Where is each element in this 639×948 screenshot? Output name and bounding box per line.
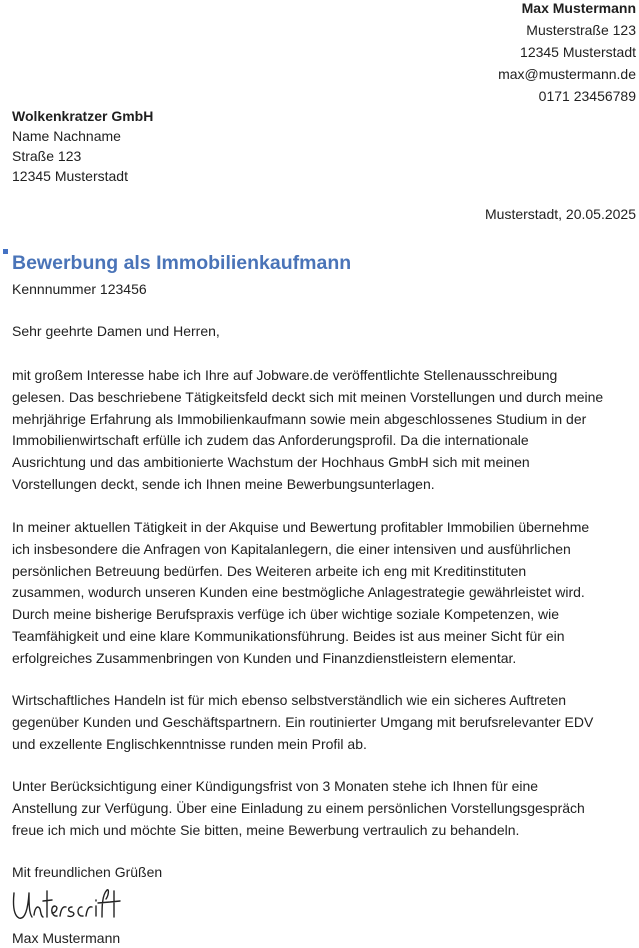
- paragraph-line: Teamfähigkeit und eine klare Kommunikationsführung. Beides ist aus meiner Sicht für ein: [12, 627, 565, 644]
- paragraph-line: und exzellente Englischkenntnisse runden mein Profil ab.: [12, 735, 367, 752]
- paragraph-line: Unter Berücksichtigung einer Kündigungsfrist von 3 Monaten stehe ich Ihnen für eine: [12, 778, 539, 794]
- paragraph-line: gelesen. Das beschriebene Tätigkeitsfeld deckt sich mit meinen Vorstellungen und durch meine: [12, 388, 604, 405]
- heading-marker: [3, 249, 8, 254]
- paragraph-line: Durch meine bisherige Berufspraxis verfüge ich über wichtige soziale Kompetenzen, wie: [12, 606, 560, 623]
- signature-name: Max Mustermann: [12, 930, 121, 946]
- letter-date: Musterstadt, 20.05.2025: [485, 206, 636, 222]
- paragraph-line: erfolgreiches Zusammenbringen von Kunden und Finanzdienstleistern elementar.: [12, 649, 517, 666]
- sender-city: 12345 Musterstadt: [520, 44, 636, 60]
- reference-number: Kennnummer 123456: [12, 281, 147, 297]
- recipient-company: Wolkenkratzer GmbH: [12, 108, 154, 124]
- sender-email: max@mustermann.de: [498, 66, 636, 82]
- body-paragraph: [12, 690, 637, 755]
- paragraph-line: Ausrichtung und das ambitionierte Wachstum der Hochhaus GmbH sich mit meinen: [12, 454, 530, 471]
- paragraph-line: In meiner aktuellen Tätigkeit in der Akquise und Bewertung profitabler Immobilien übernehme: [12, 519, 590, 535]
- paragraph-line: Vorstellungen deckt, sende ich Ihnen meine Bewerbungsunterlagen.: [12, 475, 435, 492]
- salutation: Sehr geehrte Damen und Herren,: [12, 323, 220, 339]
- body-paragraph: [12, 517, 637, 670]
- handwritten-signature: [10, 885, 130, 925]
- sender-name: Max Mustermann: [521, 0, 636, 16]
- paragraph-line: zusammen, wodurch unseren Kunden eine bestmögliche Anlagestrategie gewährleistet wird.: [12, 584, 585, 601]
- paragraph-line: mehrjährige Erfahrung als Immobilienkaufmann sowie mein abgeschlossenes Studium in der: [12, 410, 587, 427]
- body-paragraph: [12, 776, 637, 841]
- paragraph-line: mit großem Interesse habe ich Ihre auf Jobware.de veröffentlichte Stellenausschreibung: [12, 367, 558, 383]
- recipient-street: Straße 123: [12, 148, 82, 164]
- sender-phone: 0171 23456789: [538, 88, 636, 104]
- paragraph-line: Wirtschaftliches Handeln ist für mich ebenso selbstverständlich wie ein sicheres Auftreten: [12, 692, 567, 708]
- closing-phrase: Mit freundlichen Grüßen: [12, 864, 163, 880]
- subject-heading: Bewerbung als Immobilienkaufmann: [12, 252, 352, 274]
- paragraph-line: ich insbesondere die Anfragen von Kapitalanlegern, die einer intensiven und ausführlichen: [12, 540, 571, 557]
- paragraph-line: freue ich mich und möchte Sie bitten, meine Bewerbung vertraulich zu behandeln.: [12, 821, 520, 838]
- recipient-contact: Name Nachname: [12, 128, 121, 144]
- paragraph-line: gegenüber Kunden und Geschäftspartnern. Ein routinierter Umgang mit berufsrelevanter EDV: [12, 713, 594, 730]
- sender-block: [498, 0, 636, 107]
- sender-street: Musterstraße 123: [526, 22, 636, 38]
- recipient-city: 12345 Musterstadt: [12, 168, 128, 184]
- body-paragraph: [12, 365, 637, 496]
- paragraph-line: Anstellung zur Verfügung. Über eine Einladung zu einem persönlichen Vorstellungsgespräch: [12, 799, 585, 816]
- recipient-block: [12, 106, 153, 186]
- paragraph-line: Immobilienwirtschaft erfülle ich zudem das Anforderungsprofil. Da die internationale: [12, 432, 529, 449]
- paragraph-line: persönlichen Betreuung bedürfen. Des Weiteren arbeite ich eng mit Kreditinstituten: [12, 562, 527, 579]
